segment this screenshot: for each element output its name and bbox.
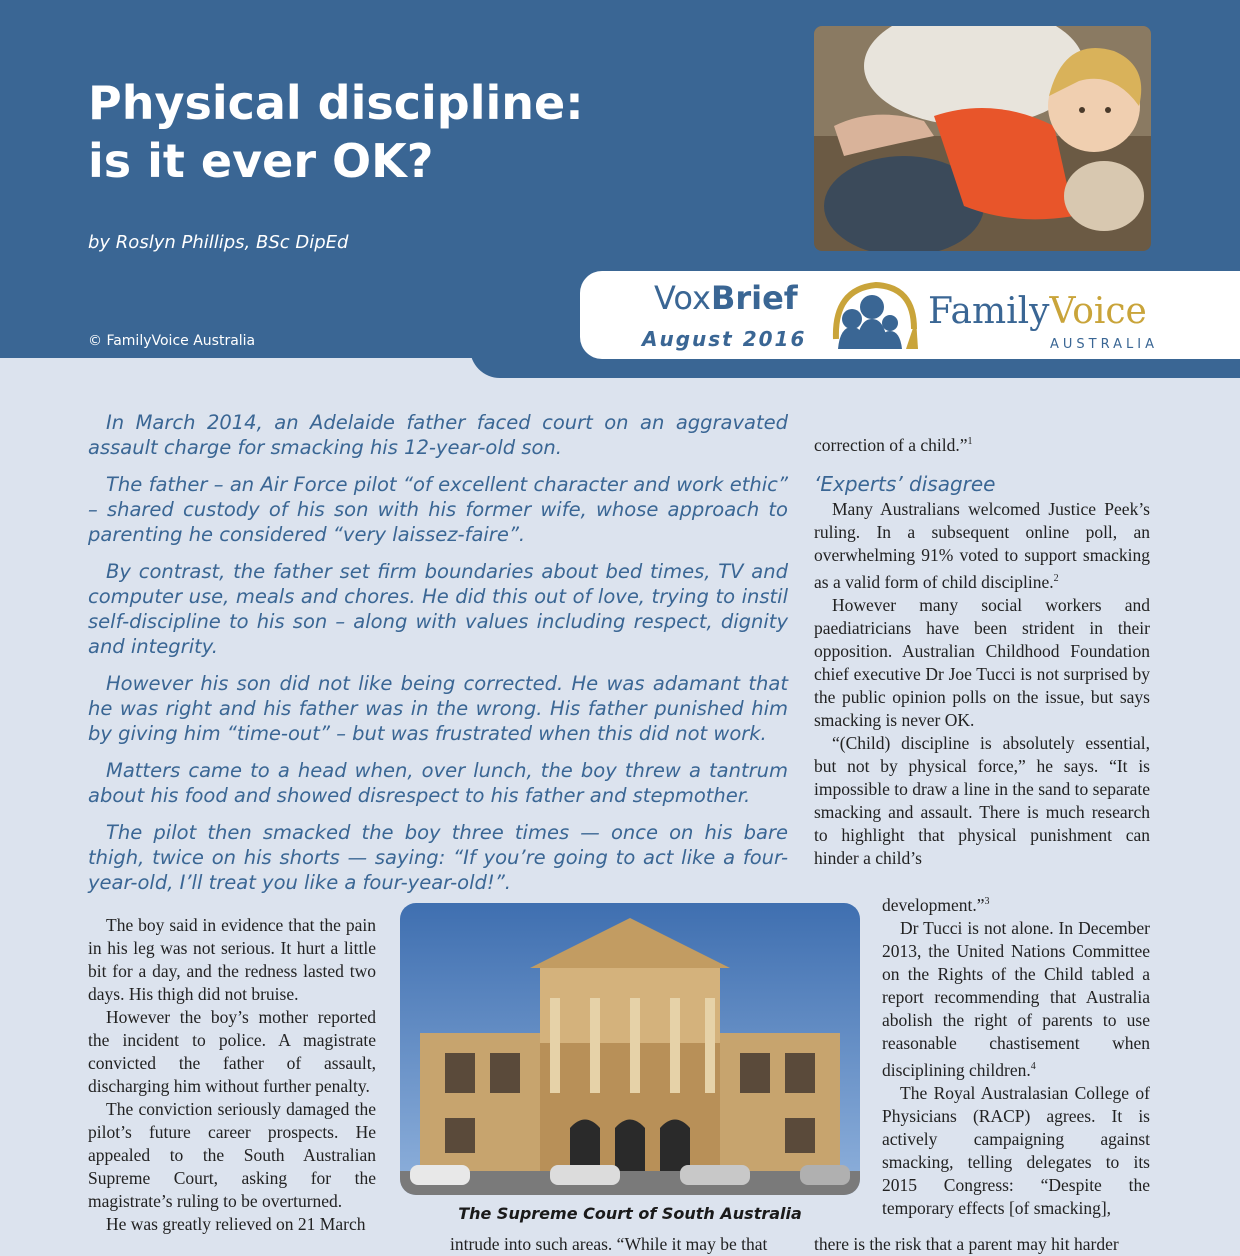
body-paragraph: development.”$^3$ (882, 894, 990, 915)
body-paragraph: The conviction seriously damaged the pilot’s future career prospects. He appealed to the South Australian Supreme Court, asking for the magistrate’s ruling to be overturned. (88, 1099, 376, 1211)
intro-paragraph: Matters came to a head when, over lunch, the boy threw a tantrum about his food and showed disrespect to his father and stepmother. (88, 759, 788, 807)
intro-section (88, 410, 788, 907)
right-column-fragment: there is the risk that a parent may hit harder (814, 1234, 1119, 1254)
body-paragraph: correction of a child.”$^1$ (814, 434, 973, 455)
intro-paragraph: The pilot then smacked the boy three times — once on his bare thigh, twice on his shorts — saying: “If you’re going to act like a four-year-old, I’ll treat you like a four-year-old!”. (88, 821, 788, 894)
brand-box (580, 271, 1240, 359)
article-title (88, 74, 584, 190)
intro-paragraph: In March 2014, an Adelaide father faced court on an aggravated assault charge for smacking his 12-year-old son. (88, 411, 788, 459)
body-paragraph: However the boy’s mother reported the incident to police. A magistrate convicted the father of assault, discharging him without further penalty. (88, 1007, 376, 1096)
body-paragraph: He was greatly relieved on 21 March (106, 1214, 366, 1234)
body-paragraph: Dr Tucci is not alone. In December 2013, the United Nations Committee on the Rights of the Child tabled a report recommending that Australia abolish the right of parents to use reasonable chastisement when disciplining children.$^4$ (882, 917, 1150, 1080)
right-column-narrow (882, 890, 1150, 1220)
body-paragraph: Many Australians welcomed Justice Peek’s ruling. In a subsequent online poll, an overwhelming 91% voted to support smacking as a valid form of child discipline.$^2$ (814, 498, 1150, 592)
child-photo (814, 26, 1151, 251)
left-column (88, 914, 376, 1236)
familyvoice-logo-icon (826, 279, 918, 351)
issue-date: August 2016 (642, 327, 807, 351)
body-paragraph: “(Child) discipline is absolutely essential, but not by physical force,” he says. “It is impossible to draw a line in the sand to separate smacking and assault. There is much research to highlight that physical punishment can hinder a child’s (814, 732, 1150, 868)
voxbrief-wordmark: VoxBrief (654, 279, 798, 317)
figure-caption: The Supreme Court of South Australia (458, 1204, 802, 1223)
body-paragraph: The Royal Australasian College of Physicians (RACP) agrees. It is actively campaigning against smacking, telling delegates to its 2015 Congress: “Despite the temporary effects [of smacking], (882, 1082, 1150, 1218)
title-line-2: is it ever OK? (88, 134, 434, 188)
copyright: © FamilyVoice Australia (88, 333, 256, 349)
intro-paragraph: However his son did not like being corrected. He was adamant that he was right and his father was in the wrong. His father punished him by giving him “time-out” – but was frustrated when this did not work. (88, 672, 788, 745)
familyvoice-wordmark: FamilyVoice (928, 291, 1147, 332)
org-country: AUSTRALIA (1050, 337, 1158, 352)
middle-column-fragment: intrude into such areas. “While it may be that (450, 1234, 768, 1254)
right-column (814, 430, 1150, 870)
intro-paragraph: By contrast, the father set firm boundaries about bed times, TV and computer use, meals and chores. He did this out of love, trying to instil self-discipline to his son – along with values including respect, dignity and integrity. (88, 560, 788, 658)
supreme-court-photo (400, 903, 860, 1195)
title-line-1: Physical discipline: (88, 76, 584, 130)
body-paragraph: However many social workers and paediatricians have been strident in their opposition. Australian Childhood Foundation chief executive Dr Joe Tucci is not surprised by the public opinion polls on the issue, but says smacking is never OK. (814, 594, 1150, 730)
section-heading: ‘Experts’ disagree (814, 471, 996, 496)
intro-paragraph: The father – an Air Force pilot “of excellent character and work ethic” – shared custody of his son with his former wife, whose approach to parenting he considered “very laissez-faire”. (88, 473, 788, 546)
body-paragraph: The boy said in evidence that the pain in his leg was not serious. It hurt a little bit for a day, and the redness lasted two days. His thigh did not bruise. (88, 915, 376, 1004)
byline: by Roslyn Phillips, BSc DipEd (88, 232, 349, 253)
